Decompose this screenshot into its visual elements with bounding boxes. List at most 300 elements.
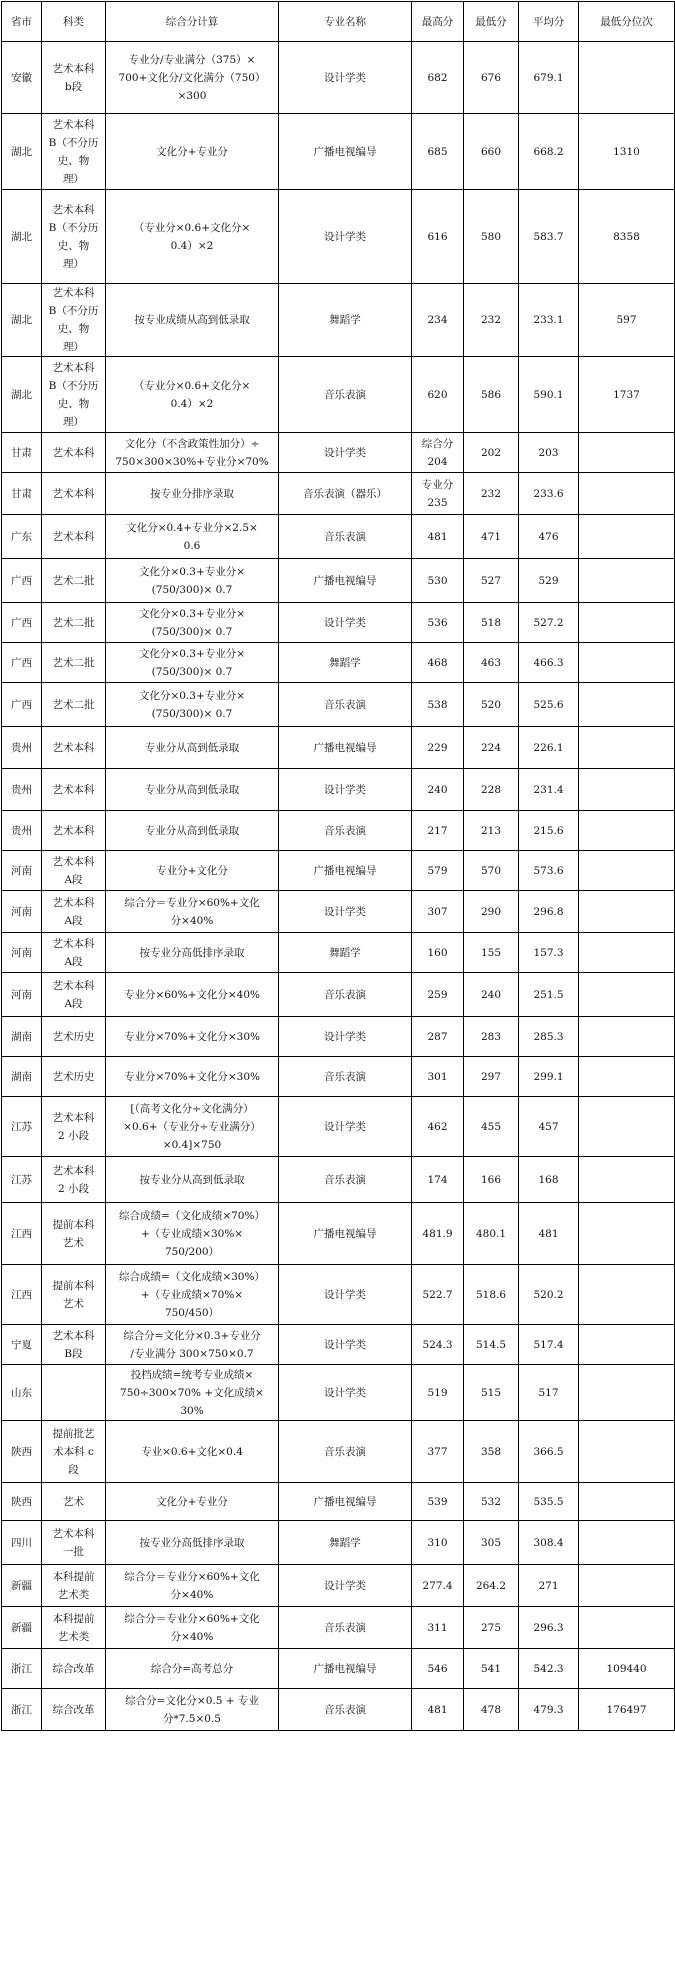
- major-cell: 广播电视编导: [279, 1483, 412, 1521]
- category-cell: 提前批艺 术本科 c 段: [42, 1421, 106, 1483]
- max-score-cell: 287: [412, 1017, 464, 1057]
- formula-cell: 综合分=高考总分: [106, 1649, 279, 1689]
- max-score-cell: 481: [412, 515, 464, 559]
- min-rank-cell: [579, 851, 675, 891]
- formula-cell: 文化分+专业分: [106, 114, 279, 190]
- min-score-cell: 676: [464, 42, 519, 114]
- formula-cell: （专业分×0.6+文化分× 0.4）×2: [106, 357, 279, 433]
- table-row: [2, 727, 675, 769]
- category-cell: 提前本科 艺术: [42, 1265, 106, 1325]
- category-cell: 艺术本科 B段: [42, 1325, 106, 1365]
- category-cell: 艺术历史: [42, 1057, 106, 1097]
- avg-score-cell: 466.3: [519, 643, 579, 683]
- table-row: [2, 559, 675, 603]
- category-cell: 艺术本科: [42, 769, 106, 811]
- avg-score-cell: 520.2: [519, 1265, 579, 1325]
- province-cell: 广东: [2, 515, 42, 559]
- header-row: [2, 2, 675, 42]
- max-score-cell: 462: [412, 1097, 464, 1157]
- header-category: 科类: [42, 2, 106, 42]
- category-cell: 艺术二批: [42, 683, 106, 727]
- min-score-cell: 305: [464, 1521, 519, 1565]
- table-row: [2, 851, 675, 891]
- province-cell: 湖北: [2, 114, 42, 190]
- min-score-cell: 283: [464, 1017, 519, 1057]
- min-rank-cell: [579, 473, 675, 515]
- min-rank-cell: [579, 1203, 675, 1265]
- max-score-cell: 481.9: [412, 1203, 464, 1265]
- formula-cell: 专业分×60%+文化分×40%: [106, 973, 279, 1017]
- category-cell: 艺术本科 A段: [42, 851, 106, 891]
- major-cell: 广播电视编导: [279, 1649, 412, 1689]
- min-rank-cell: [579, 433, 675, 473]
- category-cell: 艺术本科: [42, 727, 106, 769]
- major-cell: 设计学类: [279, 42, 412, 114]
- min-rank-cell: 597: [579, 284, 675, 357]
- table-row: [2, 1365, 675, 1421]
- table-row: [2, 1565, 675, 1607]
- min-rank-cell: [579, 1057, 675, 1097]
- table-row: [2, 1157, 675, 1203]
- min-score-cell: 541: [464, 1649, 519, 1689]
- province-cell: 江苏: [2, 1097, 42, 1157]
- min-score-cell: 290: [464, 891, 519, 933]
- formula-cell: 专业分从高到低录取: [106, 727, 279, 769]
- table-row: [2, 42, 675, 114]
- max-score-cell: 524.3: [412, 1325, 464, 1365]
- province-cell: 湖南: [2, 1057, 42, 1097]
- major-cell: 音乐表演: [279, 515, 412, 559]
- avg-score-cell: 271: [519, 1565, 579, 1607]
- province-cell: 新疆: [2, 1607, 42, 1649]
- major-cell: 音乐表演: [279, 1607, 412, 1649]
- major-cell: 广播电视编导: [279, 727, 412, 769]
- formula-cell: 按专业分从高到低录取: [106, 1157, 279, 1203]
- major-cell: 舞蹈学: [279, 284, 412, 357]
- max-score-cell: 539: [412, 1483, 464, 1521]
- max-score-cell: 专业分 235: [412, 473, 464, 515]
- min-rank-cell: [579, 933, 675, 973]
- max-score-cell: 174: [412, 1157, 464, 1203]
- table-row: [2, 769, 675, 811]
- max-score-cell: 616: [412, 190, 464, 284]
- table-row: [2, 1521, 675, 1565]
- min-score-cell: 275: [464, 1607, 519, 1649]
- province-cell: 湖北: [2, 190, 42, 284]
- table-row: [2, 515, 675, 559]
- max-score-cell: 259: [412, 973, 464, 1017]
- table-row: [2, 190, 675, 284]
- min-score-cell: 570: [464, 851, 519, 891]
- province-cell: 甘肃: [2, 473, 42, 515]
- major-cell: 设计学类: [279, 1325, 412, 1365]
- formula-cell: 文化分×0.4+专业分×2.5× 0.6: [106, 515, 279, 559]
- min-score-cell: 471: [464, 515, 519, 559]
- avg-score-cell: 157.3: [519, 933, 579, 973]
- province-cell: 新疆: [2, 1565, 42, 1607]
- avg-score-cell: 573.6: [519, 851, 579, 891]
- avg-score-cell: 308.4: [519, 1521, 579, 1565]
- min-rank-cell: [579, 1017, 675, 1057]
- avg-score-cell: 525.6: [519, 683, 579, 727]
- min-score-cell: 532: [464, 1483, 519, 1521]
- avg-score-cell: 583.7: [519, 190, 579, 284]
- table-row: [2, 357, 675, 433]
- min-rank-cell: [579, 1325, 675, 1365]
- min-rank-cell: [579, 559, 675, 603]
- avg-score-cell: 479.3: [519, 1689, 579, 1731]
- category-cell: 艺术本科 A段: [42, 933, 106, 973]
- avg-score-cell: 517: [519, 1365, 579, 1421]
- major-cell: 音乐表演: [279, 811, 412, 851]
- major-cell: 设计学类: [279, 1365, 412, 1421]
- admission-score-table: [1, 1, 675, 1731]
- table-row: [2, 1483, 675, 1521]
- min-score-cell: 580: [464, 190, 519, 284]
- category-cell: 艺术本科 A段: [42, 973, 106, 1017]
- min-rank-cell: [579, 973, 675, 1017]
- category-cell: 艺术本科 B（不分历 史、物 理）: [42, 284, 106, 357]
- min-score-cell: 213: [464, 811, 519, 851]
- major-cell: 音乐表演（器乐）: [279, 473, 412, 515]
- max-score-cell: 530: [412, 559, 464, 603]
- province-cell: 贵州: [2, 727, 42, 769]
- min-score-cell: 202: [464, 433, 519, 473]
- major-cell: 设计学类: [279, 1017, 412, 1057]
- formula-cell: 专业分从高到低录取: [106, 769, 279, 811]
- min-rank-cell: [579, 1421, 675, 1483]
- max-score-cell: 682: [412, 42, 464, 114]
- min-score-cell: 297: [464, 1057, 519, 1097]
- max-score-cell: 579: [412, 851, 464, 891]
- min-rank-cell: [579, 769, 675, 811]
- min-score-cell: 166: [464, 1157, 519, 1203]
- province-cell: 四川: [2, 1521, 42, 1565]
- min-rank-cell: [579, 603, 675, 643]
- province-cell: 江苏: [2, 1157, 42, 1203]
- max-score-cell: 310: [412, 1521, 464, 1565]
- table-row: [2, 1017, 675, 1057]
- major-cell: 设计学类: [279, 433, 412, 473]
- province-cell: 浙江: [2, 1689, 42, 1731]
- avg-score-cell: 590.1: [519, 357, 579, 433]
- min-rank-cell: [579, 1521, 675, 1565]
- max-score-cell: 522.7: [412, 1265, 464, 1325]
- min-score-cell: 463: [464, 643, 519, 683]
- category-cell: 综合改革: [42, 1649, 106, 1689]
- max-score-cell: 240: [412, 769, 464, 811]
- formula-cell: 综合分=文化分×0.5 + 专业 分*7.5×0.5: [106, 1689, 279, 1731]
- avg-score-cell: 679.1: [519, 42, 579, 114]
- min-score-cell: 586: [464, 357, 519, 433]
- avg-score-cell: 542.3: [519, 1649, 579, 1689]
- min-rank-cell: [579, 1565, 675, 1607]
- min-score-cell: 228: [464, 769, 519, 811]
- min-rank-cell: 1737: [579, 357, 675, 433]
- formula-cell: 文化分×0.3+专业分× (750/300)× 0.7: [106, 559, 279, 603]
- formula-cell: 综合分＝专业分×60%+文化 分×40%: [106, 1565, 279, 1607]
- table-row: [2, 643, 675, 683]
- min-score-cell: 232: [464, 284, 519, 357]
- category-cell: 艺术本科: [42, 515, 106, 559]
- min-score-cell: 264.2: [464, 1565, 519, 1607]
- major-cell: 音乐表演: [279, 1157, 412, 1203]
- formula-cell: 专业分+文化分: [106, 851, 279, 891]
- max-score-cell: 519: [412, 1365, 464, 1421]
- min-score-cell: 527: [464, 559, 519, 603]
- formula-cell: 按专业分排序录取: [106, 473, 279, 515]
- min-rank-cell: 109440: [579, 1649, 675, 1689]
- formula-cell: 综合成绩=（文化成绩×30%） +（专业成绩×70%× 750/450）: [106, 1265, 279, 1325]
- formula-cell: 文化分×0.3+专业分× (750/300)× 0.7: [106, 683, 279, 727]
- province-cell: 贵州: [2, 811, 42, 851]
- major-cell: 设计学类: [279, 769, 412, 811]
- formula-cell: 综合分=文化分×0.3+专业分 /专业满分 300×750×0.7: [106, 1325, 279, 1365]
- province-cell: 广西: [2, 643, 42, 683]
- max-score-cell: 468: [412, 643, 464, 683]
- major-cell: 音乐表演: [279, 1057, 412, 1097]
- min-rank-cell: [579, 1157, 675, 1203]
- formula-cell: 文化分×0.3+专业分× (750/300)× 0.7: [106, 643, 279, 683]
- category-cell: 本科提前 艺术类: [42, 1565, 106, 1607]
- category-cell: 艺术本科: [42, 433, 106, 473]
- formula-cell: 按专业成绩从高到低录取: [106, 284, 279, 357]
- avg-score-cell: 251.5: [519, 973, 579, 1017]
- table-row: [2, 1649, 675, 1689]
- province-cell: 陕西: [2, 1483, 42, 1521]
- min-score-cell: 240: [464, 973, 519, 1017]
- table-row: [2, 284, 675, 357]
- avg-score-cell: 527.2: [519, 603, 579, 643]
- province-cell: 广西: [2, 559, 42, 603]
- table-row: [2, 114, 675, 190]
- avg-score-cell: 233.6: [519, 473, 579, 515]
- province-cell: 江西: [2, 1203, 42, 1265]
- min-rank-cell: [579, 1365, 675, 1421]
- major-cell: 音乐表演: [279, 683, 412, 727]
- table-row: [2, 1325, 675, 1365]
- category-cell: 艺术历史: [42, 1017, 106, 1057]
- major-cell: 广播电视编导: [279, 559, 412, 603]
- province-cell: 安徽: [2, 42, 42, 114]
- formula-cell: 专业分从高到低录取: [106, 811, 279, 851]
- min-score-cell: 232: [464, 473, 519, 515]
- province-cell: 河南: [2, 851, 42, 891]
- formula-cell: [（高考文化分÷文化满分） ×0.6+（专业分÷专业满分） ×0.4]×750: [106, 1097, 279, 1157]
- major-cell: 舞蹈学: [279, 933, 412, 973]
- table-row: [2, 891, 675, 933]
- formula-cell: 文化分×0.3+专业分× (750/300)× 0.7: [106, 603, 279, 643]
- avg-score-cell: 203: [519, 433, 579, 473]
- min-rank-cell: 176497: [579, 1689, 675, 1731]
- province-cell: 浙江: [2, 1649, 42, 1689]
- formula-cell: 专业分×70%+文化分×30%: [106, 1057, 279, 1097]
- table-row: [2, 473, 675, 515]
- province-cell: 湖北: [2, 357, 42, 433]
- table-row: [2, 1265, 675, 1325]
- category-cell: 艺术本科: [42, 473, 106, 515]
- category-cell: 艺术本科 B（不分历 史、物 理）: [42, 114, 106, 190]
- table-row: [2, 811, 675, 851]
- formula-cell: 综合成绩=（文化成绩×70%） +（专业成绩×30%× 750/200）: [106, 1203, 279, 1265]
- table-row: [2, 603, 675, 643]
- formula-cell: 专业分×70%+文化分×30%: [106, 1017, 279, 1057]
- province-cell: 湖南: [2, 1017, 42, 1057]
- category-cell: [42, 1365, 106, 1421]
- province-cell: 河南: [2, 933, 42, 973]
- min-score-cell: 514.5: [464, 1325, 519, 1365]
- province-cell: 广西: [2, 603, 42, 643]
- header-province: 省市: [2, 2, 42, 42]
- max-score-cell: 536: [412, 603, 464, 643]
- max-score-cell: 377: [412, 1421, 464, 1483]
- avg-score-cell: 299.1: [519, 1057, 579, 1097]
- header-avg-score: 平均分: [519, 2, 579, 42]
- table-row: [2, 1097, 675, 1157]
- category-cell: 综合改革: [42, 1689, 106, 1731]
- table-row: [2, 933, 675, 973]
- min-rank-cell: [579, 1265, 675, 1325]
- major-cell: 舞蹈学: [279, 643, 412, 683]
- table-row: [2, 973, 675, 1017]
- max-score-cell: 301: [412, 1057, 464, 1097]
- max-score-cell: 546: [412, 1649, 464, 1689]
- table-body: [2, 42, 675, 1731]
- avg-score-cell: 529: [519, 559, 579, 603]
- table-row: [2, 1607, 675, 1649]
- min-score-cell: 455: [464, 1097, 519, 1157]
- avg-score-cell: 215.6: [519, 811, 579, 851]
- max-score-cell: 311: [412, 1607, 464, 1649]
- min-rank-cell: [579, 1483, 675, 1521]
- avg-score-cell: 535.5: [519, 1483, 579, 1521]
- min-rank-cell: [579, 1097, 675, 1157]
- min-rank-cell: 1310: [579, 114, 675, 190]
- category-cell: 艺术: [42, 1483, 106, 1521]
- max-score-cell: 234: [412, 284, 464, 357]
- max-score-cell: 481: [412, 1689, 464, 1731]
- formula-cell: 按专业分高低排序录取: [106, 933, 279, 973]
- max-score-cell: 307: [412, 891, 464, 933]
- category-cell: 艺术本科 B（不分历 史、物 理）: [42, 190, 106, 284]
- header-min-rank: 最低分位次: [579, 2, 675, 42]
- min-score-cell: 515: [464, 1365, 519, 1421]
- province-cell: 河南: [2, 973, 42, 1017]
- table-row: [2, 1421, 675, 1483]
- avg-score-cell: 231.4: [519, 769, 579, 811]
- min-rank-cell: [579, 683, 675, 727]
- max-score-cell: 229: [412, 727, 464, 769]
- table-row: [2, 433, 675, 473]
- min-score-cell: 518: [464, 603, 519, 643]
- category-cell: 艺术本科 A段: [42, 891, 106, 933]
- max-score-cell: 综合分 204: [412, 433, 464, 473]
- max-score-cell: 277.4: [412, 1565, 464, 1607]
- table-row: [2, 1203, 675, 1265]
- min-rank-cell: [579, 1607, 675, 1649]
- formula-cell: 文化分（不含政策性加分）÷ 750×300×30%+专业分×70%: [106, 433, 279, 473]
- min-rank-cell: [579, 643, 675, 683]
- avg-score-cell: 517.4: [519, 1325, 579, 1365]
- min-score-cell: 358: [464, 1421, 519, 1483]
- major-cell: 音乐表演: [279, 1421, 412, 1483]
- province-cell: 广西: [2, 683, 42, 727]
- major-cell: 设计学类: [279, 190, 412, 284]
- avg-score-cell: 481: [519, 1203, 579, 1265]
- formula-cell: 文化分+专业分: [106, 1483, 279, 1521]
- max-score-cell: 217: [412, 811, 464, 851]
- major-cell: 设计学类: [279, 891, 412, 933]
- category-cell: 艺术本科: [42, 811, 106, 851]
- category-cell: 艺术本科 B（不分历 史、物 理）: [42, 357, 106, 433]
- avg-score-cell: 233.1: [519, 284, 579, 357]
- table-row: [2, 683, 675, 727]
- category-cell: 艺术二批: [42, 643, 106, 683]
- avg-score-cell: 168: [519, 1157, 579, 1203]
- header-max-score: 最高分: [412, 2, 464, 42]
- major-cell: 设计学类: [279, 1265, 412, 1325]
- category-cell: 艺术本科 2 小段: [42, 1097, 106, 1157]
- min-score-cell: 520: [464, 683, 519, 727]
- min-rank-cell: [579, 42, 675, 114]
- province-cell: 贵州: [2, 769, 42, 811]
- major-cell: 广播电视编导: [279, 1203, 412, 1265]
- avg-score-cell: 476: [519, 515, 579, 559]
- province-cell: 江西: [2, 1265, 42, 1325]
- major-cell: 广播电视编导: [279, 851, 412, 891]
- province-cell: 湖北: [2, 284, 42, 357]
- category-cell: 艺术本科 2 小段: [42, 1157, 106, 1203]
- formula-cell: 专业×0.6+文化×0.4: [106, 1421, 279, 1483]
- major-cell: 音乐表演: [279, 973, 412, 1017]
- header-formula: 综合分计算: [106, 2, 279, 42]
- min-score-cell: 155: [464, 933, 519, 973]
- category-cell: 艺术本科 一批: [42, 1521, 106, 1565]
- min-rank-cell: [579, 515, 675, 559]
- min-rank-cell: [579, 891, 675, 933]
- major-cell: 音乐表演: [279, 1689, 412, 1731]
- province-cell: 宁夏: [2, 1325, 42, 1365]
- major-cell: 舞蹈学: [279, 1521, 412, 1565]
- category-cell: 艺术二批: [42, 559, 106, 603]
- avg-score-cell: 668.2: [519, 114, 579, 190]
- avg-score-cell: 226.1: [519, 727, 579, 769]
- avg-score-cell: 296.3: [519, 1607, 579, 1649]
- major-cell: 广播电视编导: [279, 114, 412, 190]
- table-row: [2, 1057, 675, 1097]
- min-score-cell: 518.6: [464, 1265, 519, 1325]
- category-cell: 本科提前 艺术类: [42, 1607, 106, 1649]
- major-cell: 设计学类: [279, 603, 412, 643]
- avg-score-cell: 366.5: [519, 1421, 579, 1483]
- max-score-cell: 160: [412, 933, 464, 973]
- province-cell: 河南: [2, 891, 42, 933]
- max-score-cell: 620: [412, 357, 464, 433]
- formula-cell: （专业分×0.6+文化分× 0.4）×2: [106, 190, 279, 284]
- max-score-cell: 685: [412, 114, 464, 190]
- min-score-cell: 480.1: [464, 1203, 519, 1265]
- category-cell: 艺术本科 b段: [42, 42, 106, 114]
- formula-cell: 综合分＝专业分×60%+文化 分×40%: [106, 1607, 279, 1649]
- min-score-cell: 478: [464, 1689, 519, 1731]
- avg-score-cell: 296.8: [519, 891, 579, 933]
- formula-cell: 综合分＝专业分×60%+文化 分×40%: [106, 891, 279, 933]
- category-cell: 艺术二批: [42, 603, 106, 643]
- min-score-cell: 224: [464, 727, 519, 769]
- province-cell: 陕西: [2, 1421, 42, 1483]
- major-cell: 音乐表演: [279, 357, 412, 433]
- min-rank-cell: [579, 811, 675, 851]
